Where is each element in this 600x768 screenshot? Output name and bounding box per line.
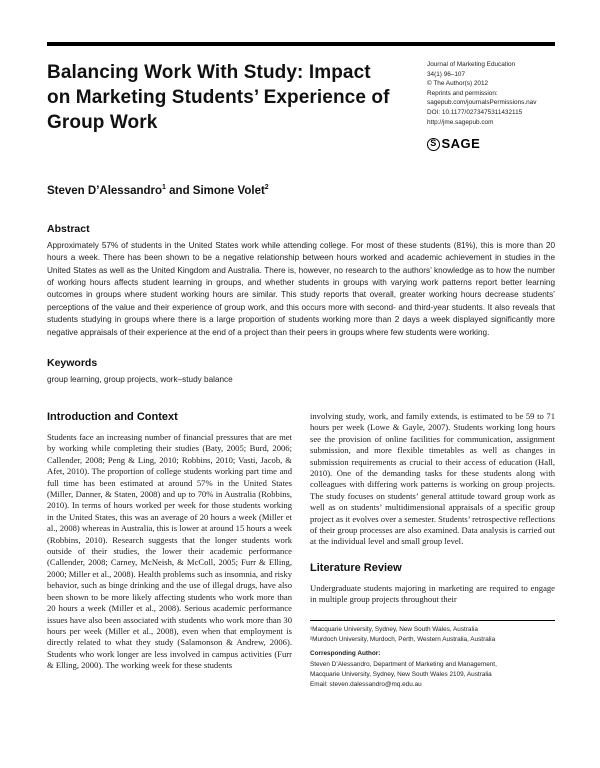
right-column [310,411,555,691]
header-rule [47,42,555,46]
abstract-section [47,223,555,340]
corresponding-author-line-2: Macquarie University, Sydney, New South Wales 2109, Australia [310,670,492,678]
left-column [47,411,292,691]
journal-permissions-url: sagepub.com/journalsPermissions.nav [427,99,537,107]
affiliation-1: ¹Macquarie University, Sydney, New South Wales, Australia [310,625,478,633]
corresponding-author-line-1: Steven D’Alessandro, Department of Marketing and Management, [310,660,497,668]
authors-joiner: and [165,184,193,197]
journal-issue: 34(1) 96–107 [427,70,466,78]
page-content [47,42,555,690]
author-2: Simone Volet [192,184,265,197]
authors-line [47,184,555,197]
abstract-heading: Abstract [47,222,90,235]
sage-logo [427,134,555,154]
keywords-section [47,357,555,386]
introduction-heading: Introduction and Context [47,410,178,423]
introduction-paragraph-left: Students face an increasing number of financial pressures that are met by working while completing their studies (Baty, 2005; Burd, 2006; Callender, 2008; Peng & Ling, 2010; Robbins, 2010; Vasti, Jacob, & Afet, 2010). The proportion of college students working part time and full time has been estimated at around 57% in the United States (Miller, Danner, & Staten, 2008) and up to 70% in Australia (Robbins, 2010). In terms of hours worked per week for those students working in the United States, this was an average of 20 hours a week (Miller et al., 2008) whereas in Australia, this is lower at around 15 hours a week (Robbins, 2010). Research suggests that the longer students work outside of their studies, the lower their academic performance (Callender, 2008; Carney, McNeish, & McColl, 2005; Furr & Elling, 2000; Miller et al., 2008). Health problems such as insomnia, and risky behavior, such as binge drinking and the use of illegal drugs, have also been shown to be more likely affecting students who work more than 20 hours a week (Miller et al., 2008). Serious academic performance issues have also been associated with students who work more than 30 hours per week (Miller et al., 2008), even when that employment is directly related to what they study (Salamonson & Andrew, 2006). Students who work longer are less involved in campus activities (Furr & Elling, 2000). The working week for these students [47,431,292,671]
journal-info-block [427,60,555,154]
sage-logo-s-icon: S [427,138,440,151]
corresponding-author-email: Email: steven.dalessandro@mq.edu.au [310,681,422,689]
keywords-heading: Keywords [47,357,98,370]
journal-url: http://jme.sagepub.com [427,118,494,126]
two-column-body [47,411,555,691]
journal-doi: DOI: 10.1177/0273475311432115 [427,109,523,117]
page-title: Balancing Work With Study: Impact on Marketing Students’ Experience of Group Work [47,62,390,134]
header-row [47,60,555,154]
literature-review-paragraph: Undergraduate students majoring in marketing are required to engage in multiple group projects throughout their [310,582,555,605]
affiliation-2: ²Murdoch University, Murdoch, Perth, Western Australia, Australia [310,636,496,643]
journal-reprints: Reprints and permission: [427,89,498,97]
sage-logo-text: SAGE [441,136,481,152]
footnotes-block [310,620,555,691]
keywords-list: group learning, group projects, work–study balance [47,375,233,385]
journal-name: Journal of Marketing Education [427,61,516,68]
author-1-affiliation-mark: 1 [162,183,166,191]
abstract-body: Approximately 57% of students in the United States work while attending college. For most of these students (81%), this is more than 20 hours a week. There has been shown to be a negative relationship between hours worked and academic achievement in studies in the United States as well as the United Kingdom and Australia. There is, however, no research to the authors’ knowledge as to how the number of working hours affects student learning in groups, and whether students in groups with varying work patterns report better learning outcomes in groups where student working hours are similar. This study reports that overall, greater working hours decrease students’ perceptions of the value and their experience of group work, and this occurs more with second- and third-year students. It also reveals that students studying in groups where there is a large proportion of students working more than 2 days a week displayed significantly more negative appraisals of their experience at the end of a project than their peers in groups where few students were working. [47,240,555,337]
author-2-affiliation-mark: 2 [264,183,269,191]
corresponding-author-label: Corresponding Author: [310,650,381,658]
literature-review-heading: Literature Review [310,561,402,574]
journal-copyright: © The Author(s) 2012 [427,80,489,88]
introduction-paragraph-right: involving study, work, and family extends, is estimated to be 59 to 71 hours per week (Lowe & Gayle, 2007). Students working long hours see the provision of online facilities for communication, assignment submission, and more flexible timetables as well as changes in submission requirements as crucial to their access of education (Hall, 2010). One of the demanding tasks for these students along with colleagues with differing work patterns is working on group projects. The study focuses on students’ general attitude toward group work as well as on students’ multidimensional appraisals of a specific group project as it evolves over a semester. Students’ retrospective reflections of their group processes are also examined. Data analysis is carried out at the individual level and small group level. [310,410,555,547]
author-1: Steven D’Alessandro [47,184,163,197]
